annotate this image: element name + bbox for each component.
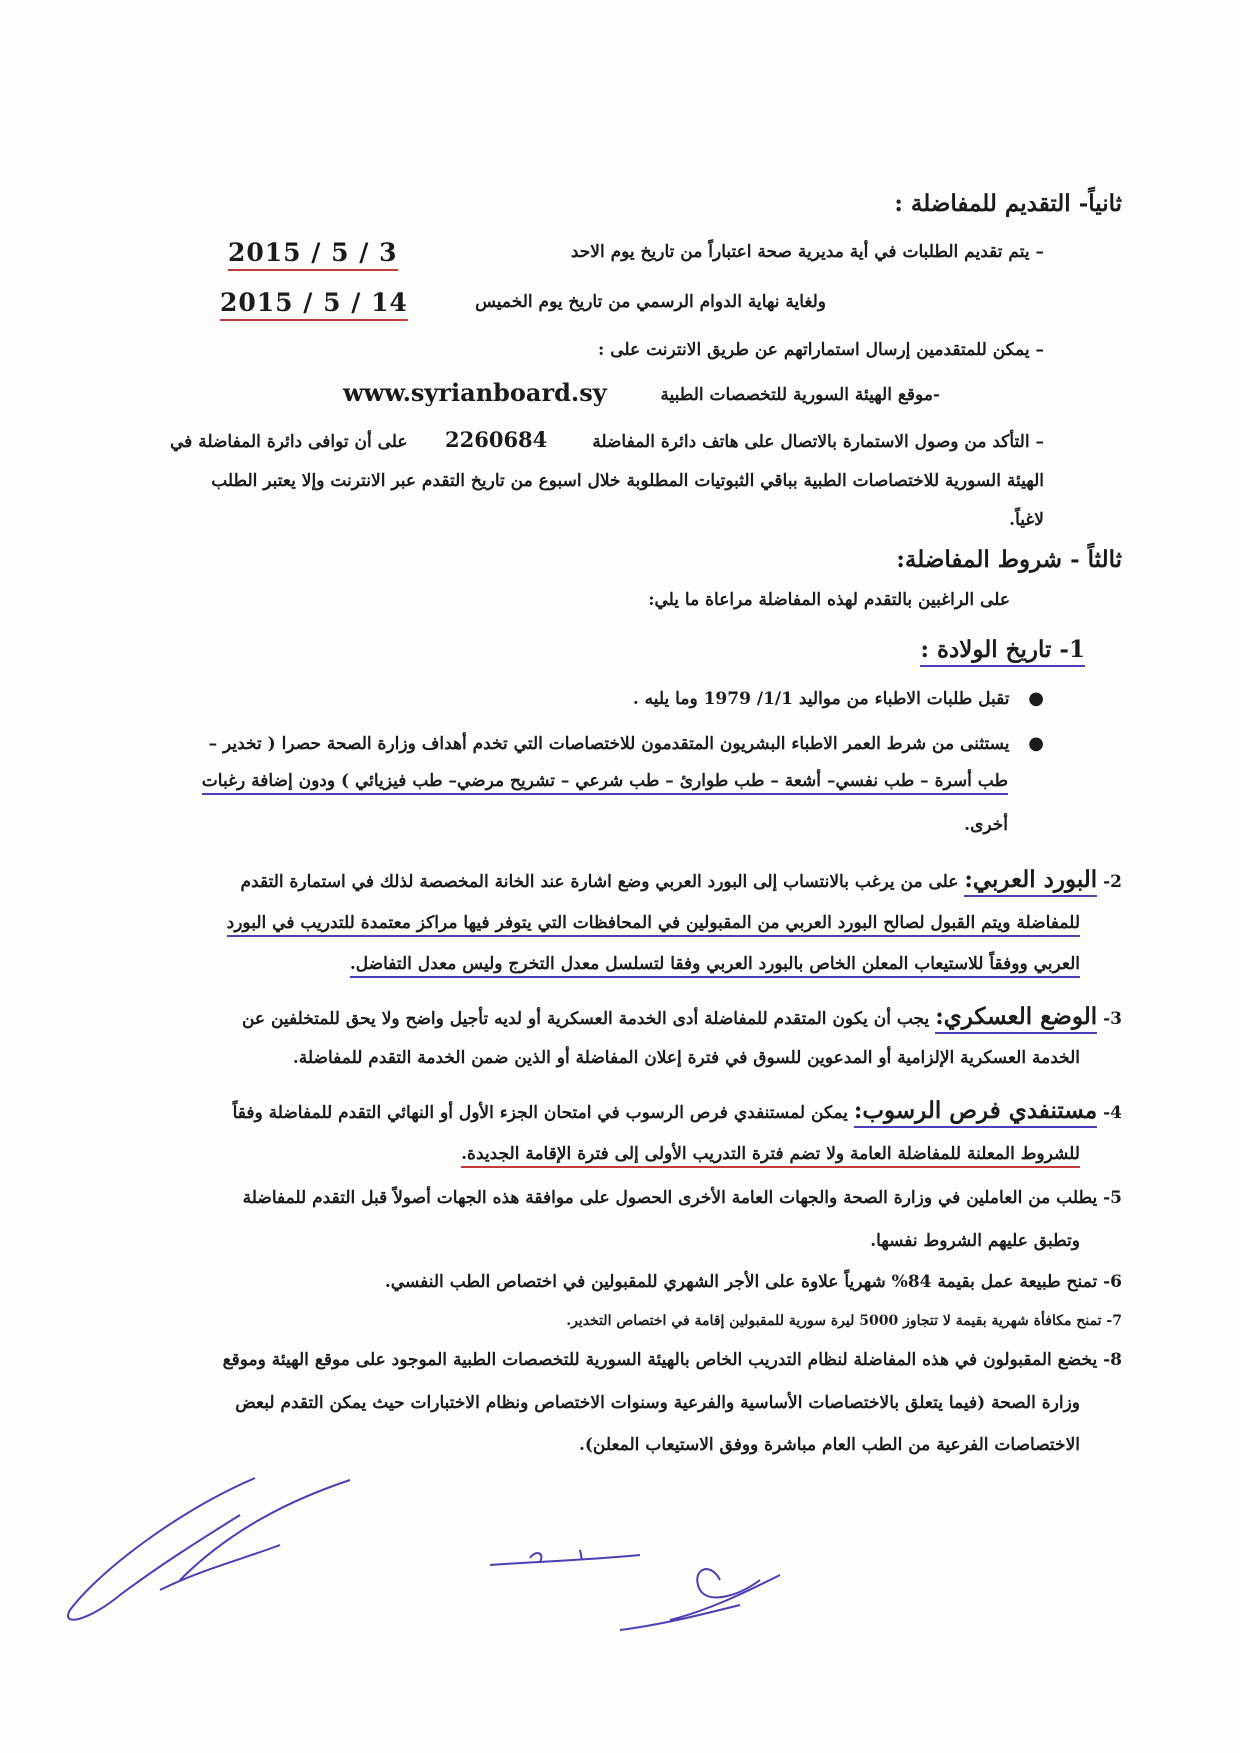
- item5-line1: 5- يطلب من العاملين في وزارة الصحة والجهات العامة الأخرى الحصول على موافقة هذه الجهات أصولاً قبل التقدم للمفاضلة: [242, 1188, 1122, 1208]
- section3-intro: على الراغبين بالتقدم لهذه المفاضلة مراعاة ما يلي:: [648, 590, 1010, 610]
- item2-line2: للمفاضلة ويتم القبول لصالح البورد العربي من المقبولين في المحافظات التي يتوفر فيها مراكز معتمدة للتدريب في البورد: [227, 913, 1080, 937]
- item2: 2- البورد العربي: على من يرغب بالانتساب إلى البورد العربي وضع اشارة عند الخانة المخصصة لذلك في استمارة التقدم: [241, 866, 1122, 893]
- item5-line2: وتطبق عليهم الشروط نفسها.: [870, 1231, 1080, 1251]
- bullet-2-line1: ● يستثنى من شرط العمر الاطباء البشريون المتقدمون للاختصاصات التي تخدم أهداف وزارة الصحة حصرا ( تخدير –: [208, 733, 1044, 754]
- item1-title: 1- تاريخ الولادة :: [920, 636, 1085, 667]
- start-date: 3 / 5 / 2015: [228, 238, 398, 271]
- phone-number: 2260684: [445, 427, 548, 452]
- signature-right: [490, 1540, 790, 1640]
- section2-title: ثانياً- التقديم للمفاضلة :: [894, 190, 1122, 217]
- item4: 4- مستنفدي فرص الرسوب: يمكن لمستنفدي فرص الرسوب في امتحان الجزء الأول أو النهائي التقدم للمفاضلة وفقاً: [233, 1097, 1122, 1124]
- item2-title: البورد العربي:: [964, 866, 1097, 897]
- section2-line1-text: – يتم تقديم الطلبات في أية مديرية صحة اعتباراً من تاريخ يوم الاحد: [570, 242, 1044, 262]
- item8-line2: وزارة الصحة (فيما يتعلق بالاختصاصات الأساسية والفرعية وسنوات الاختصاص ونظام الاختبارات حيث يمكن التقدم لبعض: [235, 1393, 1080, 1413]
- section3-title: ثالثاً - شروط المفاضلة:: [896, 546, 1122, 573]
- item8-line1: 8- يخضع المقبولون في هذه المفاضلة لنظام التدريب الخاص بالهيئة السورية للتخصصات الطبية الموجود على موقع الهيئة وموقع: [222, 1350, 1122, 1370]
- section2-line5-b: على أن توافى دائرة المفاضلة في: [170, 432, 408, 452]
- signature-left: [60, 1470, 360, 1630]
- item3-line2: الخدمة العسكرية الإلزامية أو المدعوين للسوق في فترة إعلان المفاضلة أو الذين ضمن الخدمة التقدم للمفاضلة.: [292, 1048, 1080, 1068]
- website-url: www.syrianboard.sy: [343, 378, 607, 407]
- bullet-dot: ●: [1009, 733, 1044, 754]
- bullet-2-line2: طب أسرة – طب نفسي– أشعة – طب طوارئ – طب شرعي – تشريح مرضي– طب فيزيائي ) ودون إضافة رغبات: [202, 771, 1008, 795]
- bullet-2-line3: أخرى.: [964, 815, 1008, 835]
- section2-line5-a: – التأكد من وصول الاستمارة بالاتصال على هاتف دائرة المفاضلة: [592, 432, 1044, 452]
- section2-line6: الهيئة السورية للاختصاصات الطبية بباقي الثبوتيات المطلوبة خلال اسبوع من تاريخ التقدم عبر الانترنت وإلا يعتبر الطلب: [211, 471, 1044, 491]
- item8-line3: الاختصاصات الفرعية من الطب العام مباشرة ووفق الاستيعاب المعلن).: [578, 1435, 1080, 1455]
- section2-line4-text: -موقع الهيئة السورية للتخصصات الطبية: [660, 385, 940, 405]
- item3: 3- الوضع العسكري: يجب أن يكون المتقدم للمفاضلة أدى الخدمة العسكرية أو لديه تأجيل واضح ولا يحق للمتخلفين عن: [242, 1003, 1122, 1030]
- item3-title: الوضع العسكري:: [935, 1003, 1097, 1034]
- bullet-dot: ●: [1009, 688, 1044, 709]
- item7: 7- تمنح مكافأة شهرية بقيمة لا تتجاوز 5000 ليرة سورية للمقبولين إقامة في اختصاص التخدير.: [566, 1313, 1122, 1329]
- item2-line3: العربي ووفقاً للاستيعاب المعلن الخاص بالبورد العربي وفقا لتسلسل معدل التخرج وليس معدل التفاضل.: [350, 954, 1080, 978]
- item4-line2: للشروط المعلنة للمفاضلة العامة ولا تضم فترة التدريب الأولى إلى فترة الإقامة الجديدة.: [461, 1144, 1080, 1168]
- section2-line3: – يمكن للمتقدمين إرسال استماراتهم عن طريق الانترنت على :: [598, 340, 1044, 360]
- bullet-1: ● تقبل طلبات الاطباء من مواليد 1/1/ 1979 وما يليه .: [632, 688, 1044, 709]
- item6: 6- تمنح طبيعة عمل بقيمة 84% شهرياً علاوة على الأجر الشهري للمقبولين في اختصاص الطب النفسي.: [384, 1272, 1122, 1292]
- item4-title: مستنفدي فرص الرسوب:: [854, 1097, 1097, 1128]
- end-date: 14 / 5 / 2015: [220, 288, 408, 321]
- section2-line2-text: ولغاية نهاية الدوام الرسمي من تاريخ يوم الخميس: [475, 292, 826, 312]
- section2-line7: لاغياً.: [1009, 510, 1044, 530]
